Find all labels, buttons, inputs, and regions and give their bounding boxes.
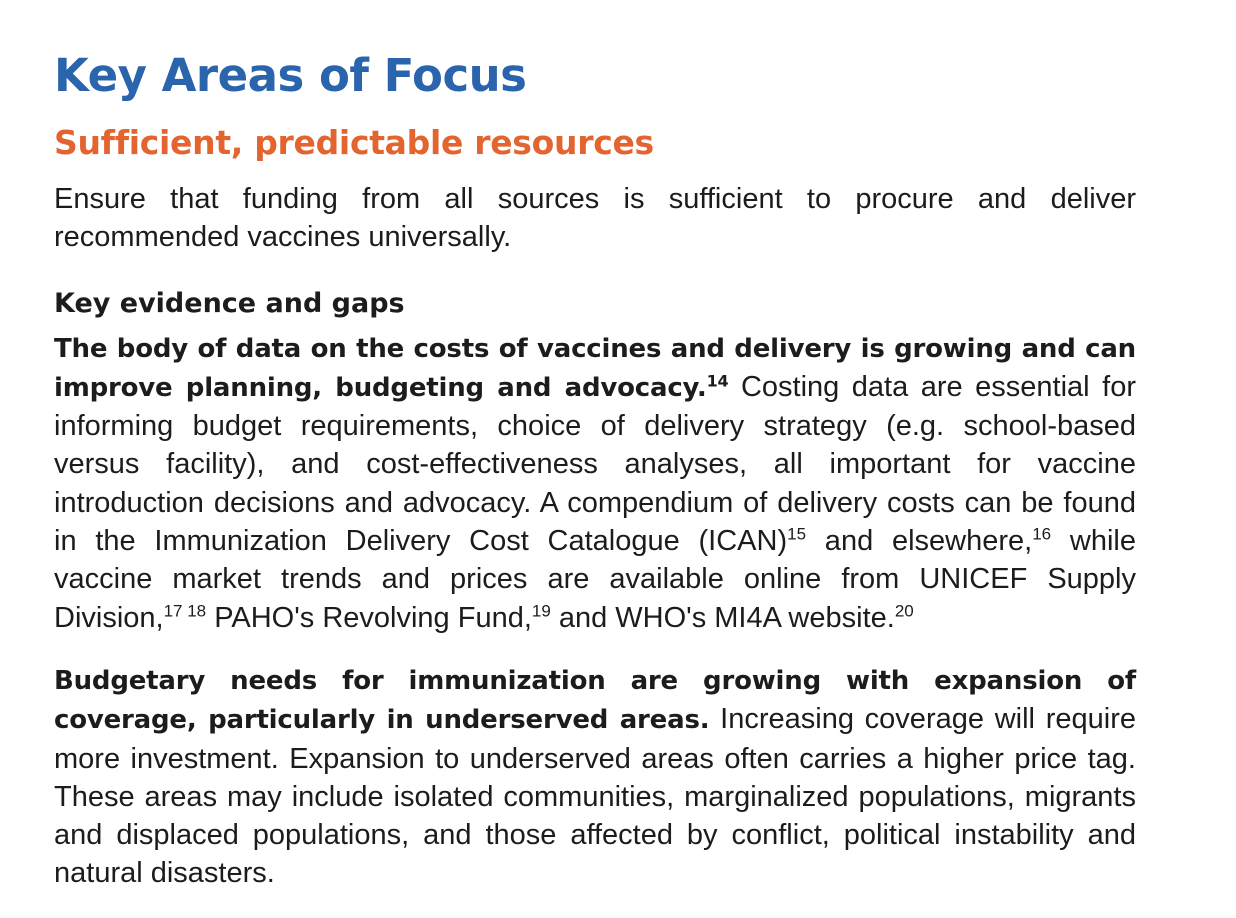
costing-data-paragraph <box>54 329 1136 637</box>
footnote-ref-19: 19 <box>531 601 551 621</box>
costing-text-c: while vaccine market trends and prices are available online from UNICEF Supply Division, <box>54 525 1136 634</box>
costing-text-b: and elsewhere, <box>806 525 1033 558</box>
section-subtitle: Sufficient, predictable resources <box>54 123 654 162</box>
costing-text-d: PAHO's Revolving Fund, <box>206 601 532 634</box>
footnote-ref-15: 15 <box>787 524 807 544</box>
footnote-ref-16: 16 <box>1032 524 1052 544</box>
footnote-ref-17-18: 17 18 <box>163 601 207 621</box>
page-title: Key Areas of Focus <box>54 49 527 102</box>
costing-data-lead-text: The body of data on the costs of vaccines and delivery is growing and can improve planning, budgeting and advocacy. <box>54 333 1136 403</box>
costing-text-e: and WHO's MI4A website. <box>550 601 895 634</box>
evidence-heading: Key evidence and gaps <box>54 287 405 319</box>
footnote-ref-14: 14 <box>706 371 729 391</box>
budgetary-needs-text: Increasing coverage will require more investment. Expansion to underserved areas often carries a higher price tag. These areas may include isolated communities, marginalized populations, migrants and displaced populations, and those affected by conflict, political instability and natural disasters. <box>54 703 1137 890</box>
intro-paragraph: Ensure that funding from all sources is sufficient to procure and deliver recommended vaccines universally. <box>54 183 1136 254</box>
costing-text-a: Costing data are essential for informing budget requirements, choice of delivery strategy (e.g. school-based versus facility), and cost-effectiveness analyses, all important for vaccine introduction decisions and advocacy. A compendium of delivery costs can be found in the Immunization Delivery Cost Catalogue (ICAN) <box>54 370 1136 558</box>
footnote-ref-20: 20 <box>894 601 914 621</box>
budgetary-needs-lead: Budgetary needs for immunization are growing with expansion of coverage, particularly in underserved areas. <box>54 665 1136 736</box>
budgetary-needs-paragraph <box>54 661 1136 893</box>
